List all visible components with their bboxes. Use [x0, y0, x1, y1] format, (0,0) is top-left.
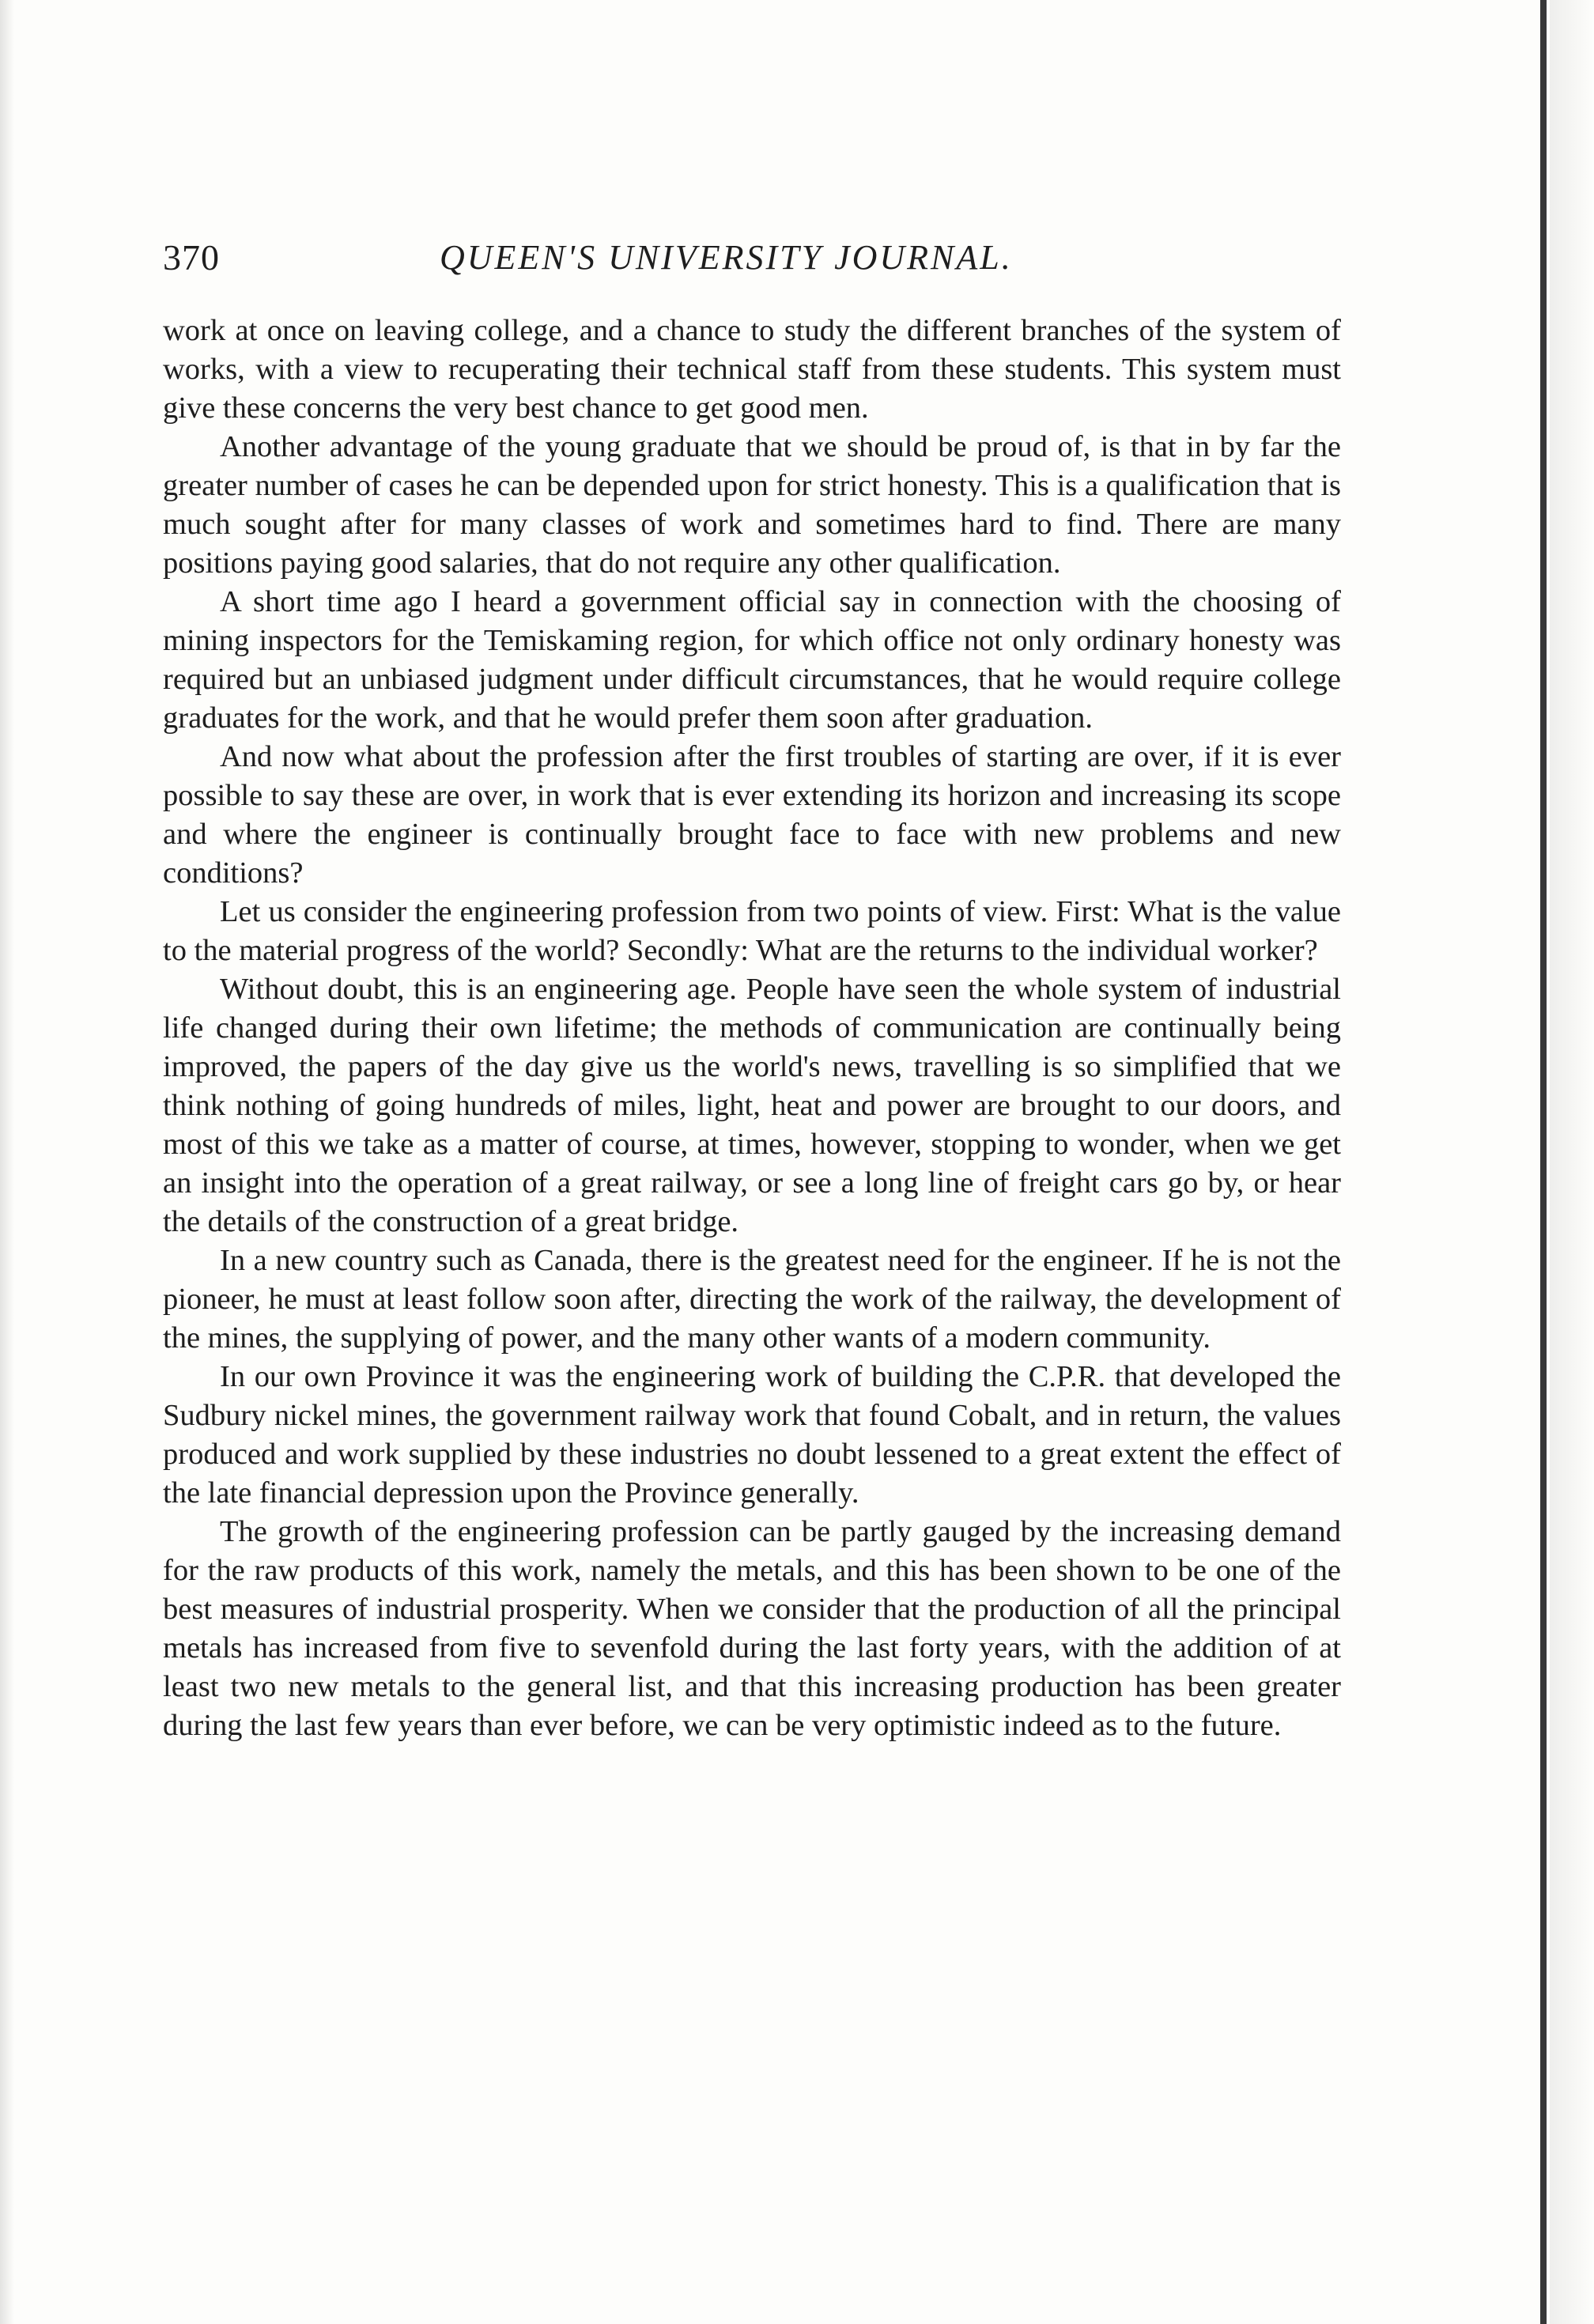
scan-edge-left: [0, 0, 14, 2324]
page-header: [163, 234, 1341, 282]
paragraph: In our own Province it was the engineering work of building the C.P.R. that developed the Sudbury nickel mines, the government railway work that found Cobalt, and in return, the values produced and work supplied by these industries no doubt lessened to a great extent the effect of the late financial depression upon the Province generally.: [163, 1360, 1341, 1510]
paragraph: In a new country such as Canada, there is the greatest need for the engineer. If he is not the pioneer, he must at least follow soon after, directing the work of the railway, the development of the mines, the supplying of power, and the many other wants of a modern community.: [163, 1244, 1341, 1355]
paragraph: Let us consider the engineering profession from two points of view. First: What is the value to the material progress of the world? Secondly: What are the returns to the individual worker?: [163, 895, 1341, 967]
paragraph: And now what about the profession after the first troubles of starting are over, if it is ever possible to say these are over, in work that is ever extending its horizon and increasing its scope and where the engineer is continually brought face to face with new problems and new conditions?: [163, 740, 1341, 890]
article-body: [163, 312, 1341, 1745]
paragraph: Without doubt, this is an engineering age. People have seen the whole system of industrial life changed during their own lifetime; the methods of communication are continually being improved, the papers of the day give us the world's news, travelling is so simplified that we think nothing of going hundreds of miles, light, heat and power are brought to our doors, and most of this we take as a matter of course, at times, however, stopping to wonder, when we get an insight into the operation of a great railway, or see a long line of freight cars go by, or hear the details of the construction of a great bridge.: [163, 973, 1341, 1238]
paragraph: Another advantage of the young graduate that we should be proud of, is that in by far the greater number of cases he can be depended upon for strict honesty. This is a qualification that is much sought after for many classes of work and sometimes hard to find. There are many positions paying good salaries, that do not require any other qualification.: [163, 430, 1341, 580]
scan-edge-right: [1540, 0, 1547, 2324]
page-number: 370: [163, 237, 220, 278]
scan-edge-shadow: [1550, 0, 1594, 2324]
journal-title: QUEEN'S UNIVERSITY JOURNAL.: [440, 238, 1013, 277]
paragraph: The growth of the engineering profession can be partly gauged by the increasing demand for the raw products of this work, namely the metals, and this has been shown to be one of the best measures of industrial prosperity. When we consider that the production of all the principal metals has increased from five to sevenfold during the last forty years, with the addition of at least two new metals to the general list, and that this increasing production has been greater during the last few years than ever before, we can be very optimistic indeed as to the future.: [163, 1515, 1341, 1742]
paragraph: A short time ago I heard a government official say in connection with the choosing of mining inspectors for the Temiskaming region, for which office not only ordinary honesty was required but an unbiased judgment under difficult circumstances, that he would require college graduates for the work, and that he would prefer them soon after graduation.: [163, 585, 1341, 735]
paragraph: work at once on leaving college, and a chance to study the different branches of the system of works, with a view to recuperating their technical staff from these students. This system must give these concerns the very best chance to get good men.: [163, 314, 1341, 425]
